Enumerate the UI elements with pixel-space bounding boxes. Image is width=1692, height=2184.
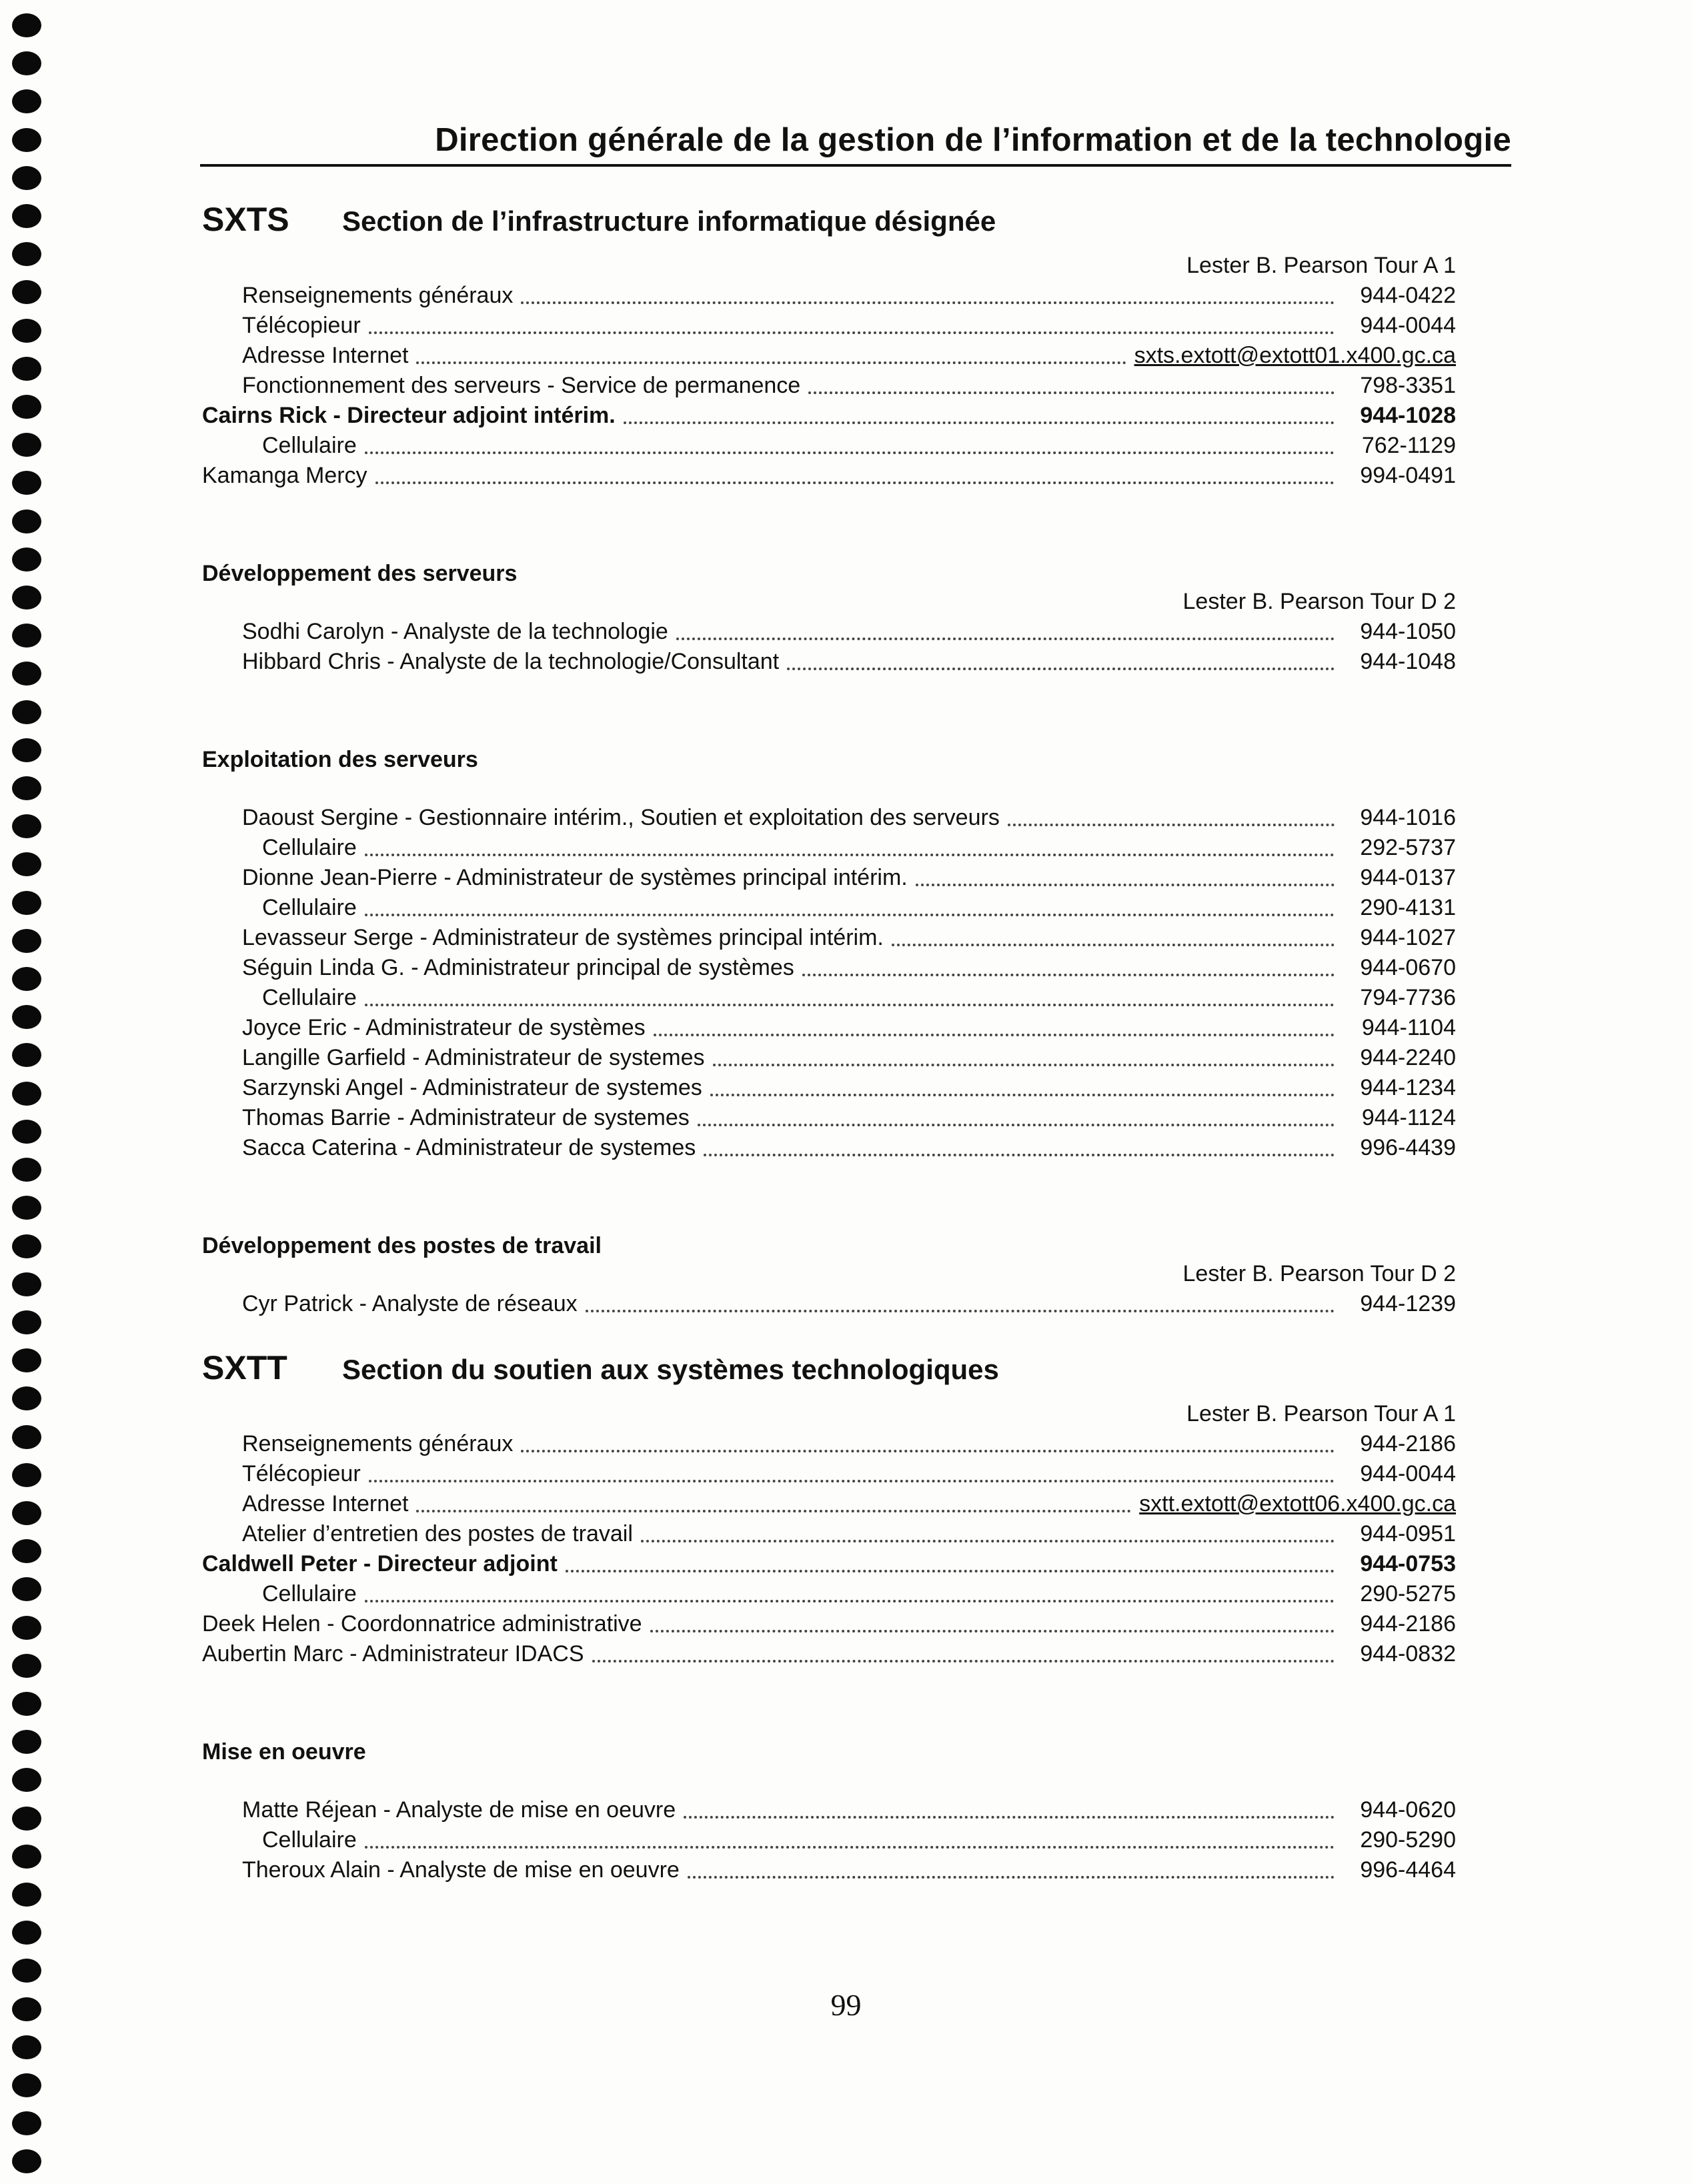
phone-number: 794-7736 xyxy=(1360,985,1456,1010)
directory-entry xyxy=(202,1103,1456,1133)
entry-label: Cellulaire xyxy=(262,895,357,920)
phone-number: 944-2186 xyxy=(1360,1431,1456,1456)
phone-number: 996-4464 xyxy=(1360,1857,1456,1883)
subsection xyxy=(202,1707,1456,1885)
page-number: 99 xyxy=(830,1988,862,2022)
section-sxts xyxy=(202,200,1456,1319)
directory-entry xyxy=(202,1459,1456,1489)
binding-hole xyxy=(12,1120,41,1144)
directory-entry xyxy=(202,647,1456,677)
phone-number: 944-1239 xyxy=(1360,1291,1456,1316)
phone-number: 944-1104 xyxy=(1361,1015,1456,1040)
entry-label: Theroux Alain - Analyste de mise en oeuvre xyxy=(242,1857,680,1883)
binding-hole xyxy=(12,89,41,113)
binding-hole xyxy=(12,738,41,762)
directory-entry xyxy=(202,1519,1456,1549)
binding-hole xyxy=(12,1043,41,1067)
binding-hole xyxy=(12,1616,41,1640)
binding-hole xyxy=(12,2073,41,2097)
dot-leader xyxy=(416,361,1126,364)
entry-label: Sarzynski Angel - Administrateur de systemes xyxy=(242,1075,702,1100)
dot-leader xyxy=(375,481,1335,484)
binding-hole xyxy=(12,624,41,648)
binding-hole xyxy=(12,128,41,152)
binding-hole xyxy=(12,1272,41,1296)
entry-label: Joyce Eric - Administrateur de systèmes xyxy=(242,1015,646,1040)
binding-hole xyxy=(12,1501,41,1525)
entry-label: Sodhi Carolyn - Analyste de la technologie xyxy=(242,619,668,644)
subsection-location: Lester B. Pearson Tour D 2 xyxy=(1182,1261,1456,1286)
phone-number: 944-2186 xyxy=(1360,1611,1456,1636)
directory-entry xyxy=(202,1855,1456,1885)
email-link[interactable]: sxtt.extott@extott06.x400.gc.ca xyxy=(1139,1491,1456,1516)
binding-hole xyxy=(12,891,41,915)
binding-hole xyxy=(12,166,41,190)
section-heading xyxy=(202,1348,1456,1399)
dot-leader xyxy=(365,1003,1335,1006)
dot-leader xyxy=(713,1063,1335,1066)
entry-label: Adresse Internet xyxy=(242,343,409,368)
dot-leader xyxy=(624,421,1335,424)
binding-holes xyxy=(12,13,44,2174)
dot-leader xyxy=(416,1509,1131,1512)
dot-leader xyxy=(688,1875,1335,1879)
binding-hole xyxy=(12,1692,41,1716)
directory-entry xyxy=(202,1429,1456,1459)
entry-label: Daoust Sergine - Gestionnaire intérim., Soutien et exploitation des serveurs xyxy=(242,805,1000,830)
section-title: Section du soutien aux systèmes technologiques xyxy=(342,1354,999,1385)
directory-entry xyxy=(202,401,1456,431)
entry-label: Hibbard Chris - Analyste de la technologie/Consultant xyxy=(242,649,780,674)
directory-entry xyxy=(202,1073,1456,1103)
binding-hole xyxy=(12,1234,41,1258)
binding-hole xyxy=(12,1463,41,1487)
binding-hole xyxy=(12,2111,41,2135)
binding-hole xyxy=(12,242,41,266)
binding-hole xyxy=(12,967,41,991)
phone-number: 944-1016 xyxy=(1360,805,1456,830)
phone-number: 798-3351 xyxy=(1360,373,1456,398)
entry-label: Cairns Rick - Directeur adjoint intérim. xyxy=(202,403,616,428)
directory-entry xyxy=(202,863,1456,893)
binding-hole xyxy=(12,1425,41,1449)
directory-entry xyxy=(202,1133,1456,1163)
dot-leader xyxy=(592,1659,1335,1663)
phone-number: 944-0832 xyxy=(1360,1641,1456,1667)
dot-leader xyxy=(365,853,1335,856)
binding-hole xyxy=(12,1768,41,1792)
phone-number: 944-0422 xyxy=(1360,283,1456,308)
phone-number: 292-5737 xyxy=(1360,835,1456,860)
phone-number: 996-4439 xyxy=(1360,1135,1456,1160)
dot-leader xyxy=(1008,823,1335,826)
phone-number: 944-0951 xyxy=(1360,1521,1456,1546)
directory-entry xyxy=(202,461,1456,491)
dot-leader xyxy=(365,913,1335,916)
phone-number: 944-1048 xyxy=(1360,649,1456,674)
page-header xyxy=(200,121,1511,167)
phone-number: 290-5275 xyxy=(1360,1581,1456,1606)
entry-label: Deek Helen - Coordonnatrice administrative xyxy=(202,1611,642,1636)
dot-leader xyxy=(521,1449,1335,1452)
dot-leader xyxy=(641,1539,1335,1542)
directory-entry xyxy=(202,431,1456,461)
binding-hole xyxy=(12,1082,41,1106)
dot-leader xyxy=(566,1569,1335,1572)
entry-label: Sacca Caterina - Administrateur de systemes xyxy=(242,1135,696,1160)
phone-number: 944-1234 xyxy=(1360,1075,1456,1100)
directory-entry xyxy=(202,833,1456,863)
dot-leader xyxy=(808,391,1335,394)
subsection xyxy=(202,528,1456,677)
phone-number: 944-0044 xyxy=(1360,1461,1456,1486)
spacer xyxy=(202,1765,1456,1795)
entry-label: Kamanga Mercy xyxy=(202,463,367,488)
spacer xyxy=(202,773,1456,803)
entry-label: Matte Réjean - Analyste de mise en oeuvre xyxy=(242,1797,676,1823)
directory-entry xyxy=(202,1043,1456,1073)
binding-hole xyxy=(12,51,41,75)
phone-number: 944-1028 xyxy=(1360,403,1456,428)
phone-number: 944-1124 xyxy=(1361,1105,1456,1130)
directory-entry xyxy=(202,1795,1456,1825)
dot-leader xyxy=(698,1123,1335,1126)
binding-hole xyxy=(12,1807,41,1831)
entry-label: Atelier d’entretien des postes de travail xyxy=(242,1521,633,1546)
dot-leader xyxy=(369,1479,1335,1482)
phone-number: 944-2240 xyxy=(1360,1045,1456,1070)
directory-entry xyxy=(202,1609,1456,1639)
subsection xyxy=(202,1200,1456,1319)
binding-hole xyxy=(12,280,41,304)
entry-label: Levasseur Serge - Administrateur de systèmes principal intérim. xyxy=(242,925,884,950)
entry-label: Cellulaire xyxy=(262,433,357,458)
binding-hole xyxy=(12,1730,41,1754)
section-heading xyxy=(202,200,1456,251)
phone-number: 944-0044 xyxy=(1360,313,1456,338)
section-code: SXTS xyxy=(202,201,289,238)
directory-entry xyxy=(202,1289,1456,1319)
subsection-title: Mise en oeuvre xyxy=(202,1739,366,1765)
directory-entry xyxy=(202,1639,1456,1669)
entry-label: Cyr Patrick - Analyste de réseaux xyxy=(242,1291,578,1316)
binding-hole xyxy=(12,2035,41,2059)
binding-hole xyxy=(12,586,41,610)
entry-label: Télécopieur xyxy=(242,1461,361,1486)
binding-hole xyxy=(12,1845,41,1869)
directory-entry xyxy=(202,953,1456,983)
entry-label: Fonctionnement des serveurs - Service de permanence xyxy=(242,373,801,398)
binding-hole xyxy=(12,929,41,953)
entry-label: Aubertin Marc - Administrateur IDACS xyxy=(202,1641,584,1667)
phone-number: 944-0620 xyxy=(1360,1797,1456,1823)
dot-leader xyxy=(802,973,1335,976)
entry-label: Cellulaire xyxy=(262,985,357,1010)
dot-leader xyxy=(684,1815,1335,1819)
binding-hole xyxy=(12,1539,41,1563)
binding-hole xyxy=(12,1883,41,1907)
subsection-title: Développement des postes de travail xyxy=(202,1233,602,1258)
directory-entry xyxy=(202,617,1456,647)
dot-leader xyxy=(676,637,1335,640)
entry-label: Renseignements généraux xyxy=(242,1431,514,1456)
section-location: Lester B. Pearson Tour A 1 xyxy=(1186,253,1456,278)
binding-hole xyxy=(12,319,41,343)
directory-entry xyxy=(202,341,1456,371)
binding-hole xyxy=(12,1310,41,1334)
phone-number: 944-0137 xyxy=(1360,865,1456,890)
phone-number: 762-1129 xyxy=(1361,433,1456,458)
directory-entry xyxy=(202,1825,1456,1855)
directory-entry xyxy=(202,923,1456,953)
section-code: SXTT xyxy=(202,1349,287,1386)
entry-label: Langille Garfield - Administrateur de systemes xyxy=(242,1045,705,1070)
entry-label: Séguin Linda G. - Administrateur principal de systèmes xyxy=(242,955,794,980)
directory-entry xyxy=(202,311,1456,341)
subsection-title: Exploitation des serveurs xyxy=(202,747,478,772)
dot-leader xyxy=(787,667,1335,670)
directory-entry xyxy=(202,371,1456,401)
binding-hole xyxy=(12,13,41,37)
email-link[interactable]: sxts.extott@extott01.x400.gc.ca xyxy=(1134,343,1456,368)
directory-content xyxy=(202,200,1456,1885)
directory-entry xyxy=(202,281,1456,311)
dot-leader xyxy=(586,1309,1335,1312)
entry-label: Adresse Internet xyxy=(242,1491,409,1516)
entry-label: Cellulaire xyxy=(262,1581,357,1606)
section-location: Lester B. Pearson Tour A 1 xyxy=(1186,1401,1456,1426)
dot-leader xyxy=(521,301,1335,304)
dot-leader xyxy=(365,1599,1335,1602)
subsection-location: Lester B. Pearson Tour D 2 xyxy=(1182,589,1456,614)
dot-leader xyxy=(365,1845,1335,1849)
binding-hole xyxy=(12,1196,41,1220)
directory-entry xyxy=(202,1489,1456,1519)
binding-hole xyxy=(12,2149,41,2173)
phone-number: 944-1050 xyxy=(1360,619,1456,644)
dot-leader xyxy=(369,331,1335,334)
binding-hole xyxy=(12,204,41,228)
binding-hole xyxy=(12,1959,41,1983)
entry-label: Renseignements généraux xyxy=(242,283,514,308)
dot-leader xyxy=(365,451,1335,454)
binding-hole xyxy=(12,1348,41,1372)
subsection-title: Développement des serveurs xyxy=(202,561,518,586)
directory-entry xyxy=(202,1013,1456,1043)
binding-hole xyxy=(12,509,41,533)
directory-entry xyxy=(202,893,1456,923)
dot-leader xyxy=(710,1093,1335,1096)
phone-number: 944-0670 xyxy=(1360,955,1456,980)
entry-label: Caldwell Peter - Directeur adjoint xyxy=(202,1551,558,1576)
dot-leader xyxy=(892,943,1335,946)
dot-leader xyxy=(650,1629,1335,1632)
binding-hole xyxy=(12,700,41,724)
directory-entry xyxy=(202,803,1456,833)
page-title: Direction générale de la gestion de l’information et de la technologie xyxy=(435,122,1511,158)
binding-hole xyxy=(12,852,41,876)
phone-number: 290-5290 xyxy=(1360,1827,1456,1853)
entry-label: Cellulaire xyxy=(262,1827,357,1853)
directory-entry xyxy=(202,1549,1456,1579)
phone-number: 944-1027 xyxy=(1360,925,1456,950)
section-sxtt xyxy=(202,1348,1456,1885)
dot-leader xyxy=(704,1153,1335,1156)
binding-hole xyxy=(12,433,41,457)
dot-leader xyxy=(654,1033,1335,1036)
binding-hole xyxy=(12,548,41,572)
binding-hole xyxy=(12,471,41,495)
binding-hole xyxy=(12,814,41,838)
directory-entry xyxy=(202,1579,1456,1609)
binding-hole xyxy=(12,1577,41,1601)
binding-hole xyxy=(12,357,41,381)
dot-leader xyxy=(916,883,1335,886)
binding-hole xyxy=(12,1005,41,1029)
subsection xyxy=(202,714,1456,1163)
binding-hole xyxy=(12,395,41,419)
entry-label: Télécopieur xyxy=(242,313,361,338)
directory-entry xyxy=(202,983,1456,1013)
binding-hole xyxy=(12,776,41,800)
binding-hole xyxy=(12,662,41,686)
phone-number: 994-0491 xyxy=(1360,463,1456,488)
entry-label: Thomas Barrie - Administrateur de systemes xyxy=(242,1105,690,1130)
entry-label: Cellulaire xyxy=(262,835,357,860)
binding-hole xyxy=(12,1158,41,1182)
section-title: Section de l’infrastructure informatique désignée xyxy=(342,205,996,237)
phone-number: 290-4131 xyxy=(1360,895,1456,920)
binding-hole xyxy=(12,1386,41,1410)
binding-hole xyxy=(12,1921,41,1945)
binding-hole xyxy=(12,1654,41,1678)
phone-number: 944-0753 xyxy=(1360,1551,1456,1576)
entry-label: Dionne Jean-Pierre - Administrateur de systèmes principal intérim. xyxy=(242,865,908,890)
